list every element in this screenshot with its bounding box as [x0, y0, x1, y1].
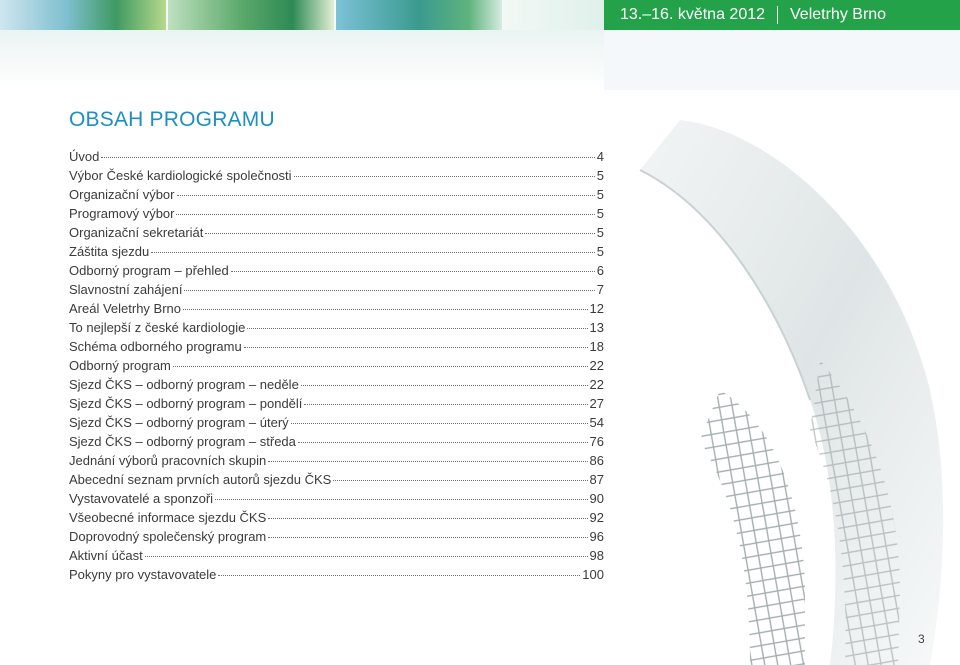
toc-page-number: 12 [589, 301, 604, 316]
toc-leader [151, 252, 595, 253]
toc-item [69, 396, 604, 415]
toc-item [69, 244, 604, 263]
toc-leader [301, 385, 588, 386]
toc-label: Záštita sjezdu [69, 244, 150, 259]
toc-page-number: 98 [589, 548, 604, 563]
toc-leader [298, 442, 588, 443]
toc-leader [294, 176, 595, 177]
toc-label: Sjezd ČKS – odborný program – pondělí [69, 396, 303, 411]
toc-item [69, 377, 604, 396]
toc-leader [183, 309, 588, 310]
toc-label: Areál Veletrhy Brno [69, 301, 182, 316]
toc-label: Aktivní účast [69, 548, 143, 563]
toc-leader [268, 537, 587, 538]
toc-leader [176, 214, 594, 215]
event-date: 13.–16. května 2012 [620, 6, 766, 23]
toc-label: To nejlepší z české kardiologie [69, 320, 246, 335]
toc-page-number: 4 [596, 149, 604, 164]
toc-page-number: 96 [589, 529, 604, 544]
toc-page-number: 22 [589, 358, 604, 373]
header-image-tile [168, 0, 334, 30]
toc-label: Programový výbor [69, 206, 175, 221]
toc-item [69, 415, 604, 434]
toc-page-number: 5 [596, 244, 604, 259]
toc-leader [218, 575, 580, 576]
toc-label: Jednání výborů pracovních skupin [69, 453, 267, 468]
table-of-contents [69, 149, 604, 586]
toc-leader [291, 423, 588, 424]
toc-item [69, 301, 604, 320]
toc-item [69, 339, 604, 358]
toc-item [69, 529, 604, 548]
toc-label: Doprovodný společenský program [69, 529, 267, 544]
toc-leader [333, 480, 587, 481]
toc-leader [101, 157, 594, 158]
toc-page-number: 90 [589, 491, 604, 506]
toc-label: Výbor České kardiologické společnosti [69, 168, 292, 183]
toc-leader [173, 366, 588, 367]
toc-item [69, 282, 604, 301]
event-banner [604, 0, 960, 30]
toc-item [69, 225, 604, 244]
toc-leader [244, 347, 588, 348]
header-image-tile [336, 0, 502, 30]
toc-page-number: 87 [589, 472, 604, 487]
toc-item [69, 263, 604, 282]
toc-item [69, 472, 604, 491]
banner-divider [777, 6, 778, 24]
toc-leader [145, 556, 588, 557]
toc-leader [304, 404, 587, 405]
toc-item [69, 548, 604, 567]
toc-item [69, 434, 604, 453]
toc-page-number: 6 [596, 263, 604, 278]
toc-label: Organizační sekretariát [69, 225, 204, 240]
toc-item [69, 453, 604, 472]
toc-page-number: 18 [589, 339, 604, 354]
toc-label: Sjezd ČKS – odborný program – středa [69, 434, 296, 449]
toc-label: Všeobecné informace sjezdu ČKS [69, 510, 267, 525]
toc-leader [215, 499, 587, 500]
toc-label: Odborný program [69, 358, 171, 373]
toc-label: Odborný program – přehled [69, 263, 229, 278]
toc-page-number: 5 [596, 206, 604, 221]
toc-label: Schéma odborného programu [69, 339, 242, 354]
toc-page-number: 86 [589, 453, 604, 468]
toc-leader [247, 328, 587, 329]
toc-label: Úvod [69, 149, 100, 164]
event-venue: Veletrhy Brno [790, 6, 887, 23]
toc-page-number: 5 [596, 187, 604, 202]
toc-item [69, 491, 604, 510]
toc-leader [268, 518, 587, 519]
toc-item [69, 358, 604, 377]
toc-item [69, 320, 604, 339]
page-title: OBSAH PROGRAMU [69, 108, 275, 131]
toc-item [69, 168, 604, 187]
toc-page-number: 5 [596, 225, 604, 240]
toc-item [69, 206, 604, 225]
toc-item [69, 567, 604, 586]
toc-page-number: 76 [589, 434, 604, 449]
header-image-tile [0, 0, 166, 30]
toc-label: Slavnostní zahájení [69, 282, 183, 297]
toc-page-number: 100 [582, 567, 604, 582]
toc-label: Abecední seznam prvních autorů sjezdu ČKS [69, 472, 332, 487]
toc-leader [231, 271, 595, 272]
toc-label: Organizační výbor [69, 187, 175, 202]
stent-illustration [600, 60, 960, 665]
toc-item [69, 187, 604, 206]
header-image-tile [504, 0, 604, 30]
toc-page-number: 92 [589, 510, 604, 525]
header-fade [0, 30, 604, 90]
page-number: 3 [918, 632, 925, 646]
toc-page-number: 7 [596, 282, 604, 297]
toc-page-number: 13 [589, 320, 604, 335]
toc-page-number: 54 [589, 415, 604, 430]
toc-item [69, 510, 604, 529]
toc-label: Sjezd ČKS – odborný program – úterý [69, 415, 289, 430]
toc-label: Sjezd ČKS – odborný program – neděle [69, 377, 299, 392]
toc-leader [268, 461, 587, 462]
toc-item [69, 149, 604, 168]
toc-leader [205, 233, 594, 234]
toc-page-number: 22 [589, 377, 604, 392]
toc-leader [177, 195, 595, 196]
toc-label: Vystavovatelé a sponzoři [69, 491, 214, 506]
toc-page-number: 5 [596, 168, 604, 183]
toc-page-number: 27 [589, 396, 604, 411]
toc-label: Pokyny pro vystavovatele [69, 567, 217, 582]
toc-leader [184, 290, 594, 291]
